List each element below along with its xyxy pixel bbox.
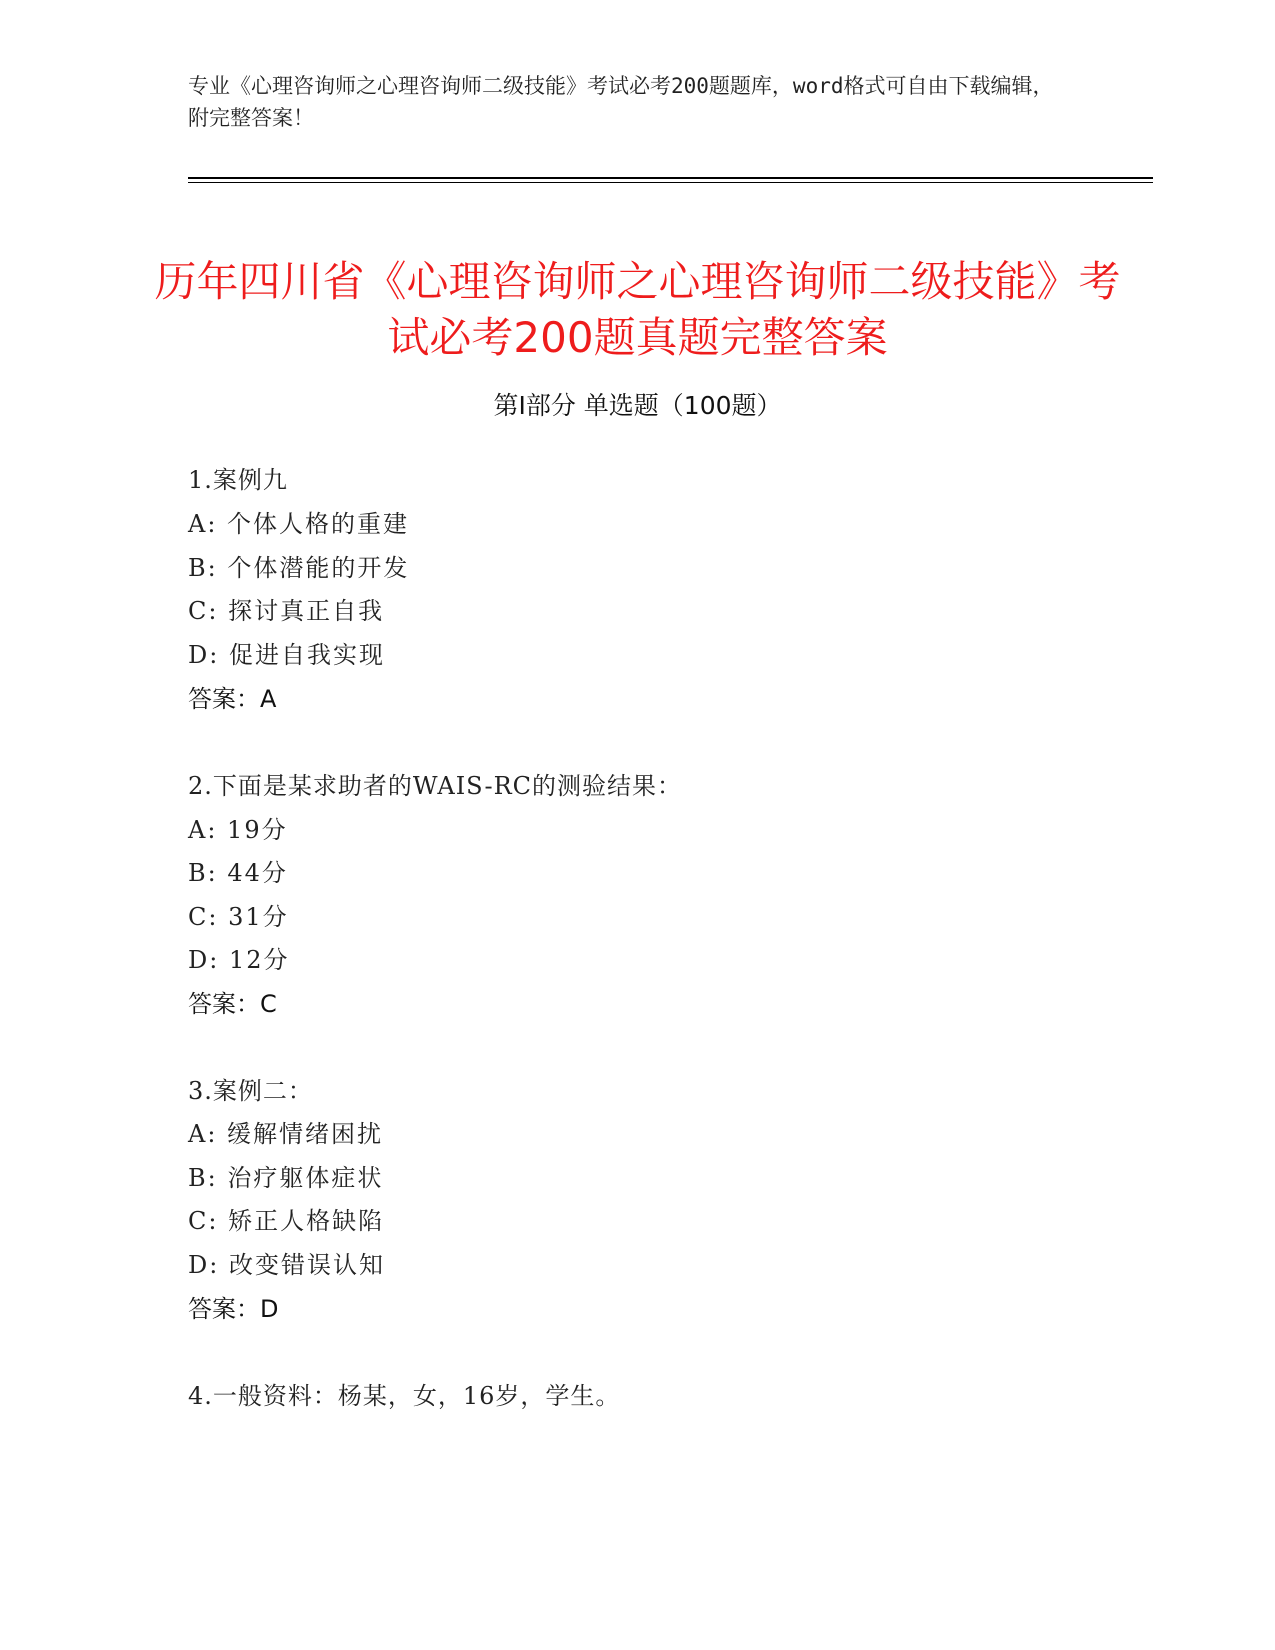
- question-stem: 4.一般资料：杨某，女，16岁，学生。: [188, 1382, 621, 1410]
- option-a: A: 19分: [188, 816, 288, 844]
- header-rule-thin: [188, 182, 1153, 183]
- option-b: B: 44分: [188, 859, 288, 887]
- question-stem: 3.案例二：: [188, 1077, 313, 1105]
- option-c: C: 矫正人格缺陷: [188, 1207, 385, 1235]
- answer-line: 答案：A: [188, 685, 277, 713]
- header-rule-thick: [188, 177, 1153, 179]
- option-c: C: 探讨真正自我: [188, 597, 385, 625]
- option-a: A: 缓解情绪困扰: [188, 1120, 384, 1148]
- option-c: C: 31分: [188, 903, 289, 931]
- option-a: A: 个体人格的重建: [188, 510, 410, 538]
- option-d: D: 促进自我实现: [188, 641, 385, 669]
- answer-line: 答案：C: [188, 990, 277, 1018]
- question-stem: 1.案例九: [188, 466, 288, 494]
- document-title: 历年四川省《心理咨询师之心理咨询师二级技能》考试必考200题真题完整答案: [154, 257, 1121, 363]
- option-b: B: 治疗躯体症状: [188, 1164, 384, 1192]
- answer-line: 答案：D: [188, 1295, 279, 1323]
- question-stem: 2.下面是某求助者的WAIS-RC的测验结果：: [188, 772, 683, 800]
- header-note: 专业《心理咨询师之心理咨询师二级技能》考试必考200题题库，word格式可自由下载编辑，附完整答案！: [188, 74, 1054, 130]
- option-b: B: 个体潜能的开发: [188, 554, 410, 582]
- option-d: D: 改变错误认知: [188, 1251, 385, 1279]
- option-d: D: 12分: [188, 946, 290, 974]
- section-heading: 第Ⅰ部分 单选题（100题）: [493, 391, 782, 420]
